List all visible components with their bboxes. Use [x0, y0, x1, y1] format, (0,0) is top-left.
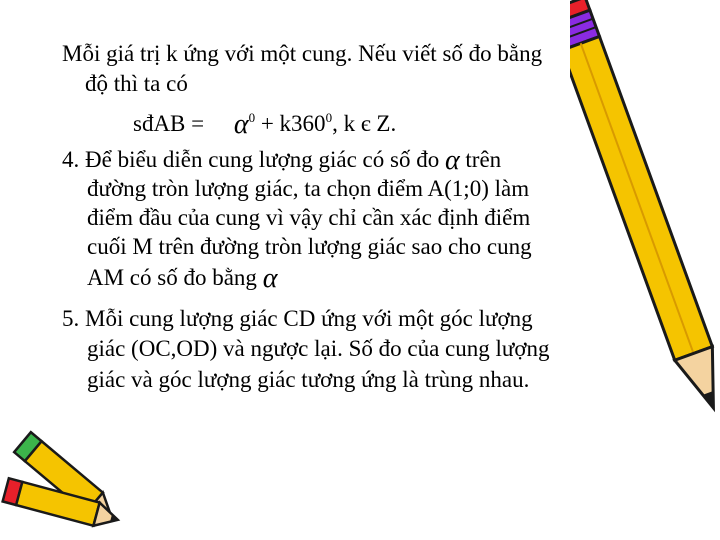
item4-line-1 — [62, 145, 502, 176]
item5-line-3: giác và góc lượng giác tương ứng là trùng nhau. — [87, 367, 530, 392]
item4-line-5 — [87, 263, 278, 294]
alpha-symbol: α — [444, 145, 460, 176]
item4-line-4: cuối M trên đường tròn lượng giác sao cho cung — [87, 234, 532, 259]
formula-mid: + k360 — [255, 111, 326, 136]
pencil-body — [570, 36, 712, 360]
degree-mark: 0 — [248, 110, 256, 125]
item4-line-2: đường tròn lượng giác, ta chọn điểm A(1;0) làm — [87, 176, 530, 201]
pencil-icon — [570, 0, 720, 440]
degree-mark: 0 — [325, 110, 333, 125]
text-line-2: độ thì ta có — [85, 71, 188, 96]
pencils-icon — [0, 425, 140, 540]
item4-line-3: điểm đầu của cung vì vậy chỉ cần xác định điểm — [87, 205, 531, 230]
item4-text-b: trên — [459, 147, 502, 172]
alpha-symbol: α — [262, 263, 278, 294]
text-line-1: Mỗi giá trị k ứng với một cung. Nếu viết số đo bằng — [62, 41, 543, 66]
formula-lhs: sđAB = — [133, 111, 210, 136]
item5-line-1: 5. Mỗi cung lượng giác CD ứng với một góc lượng — [62, 306, 533, 331]
alpha-symbol: α — [233, 109, 249, 140]
formula-line — [133, 109, 397, 140]
item4-text-a: 4. Để biểu diễn cung lượng giác có số đo — [62, 147, 445, 172]
item5-line-2: giác (OC,OD) và ngược lại. Số đo của cung lượng — [87, 336, 550, 361]
item4-text-5: AM có số đo bằng — [87, 265, 263, 290]
formula-rhs: , k є Z. — [332, 111, 397, 136]
